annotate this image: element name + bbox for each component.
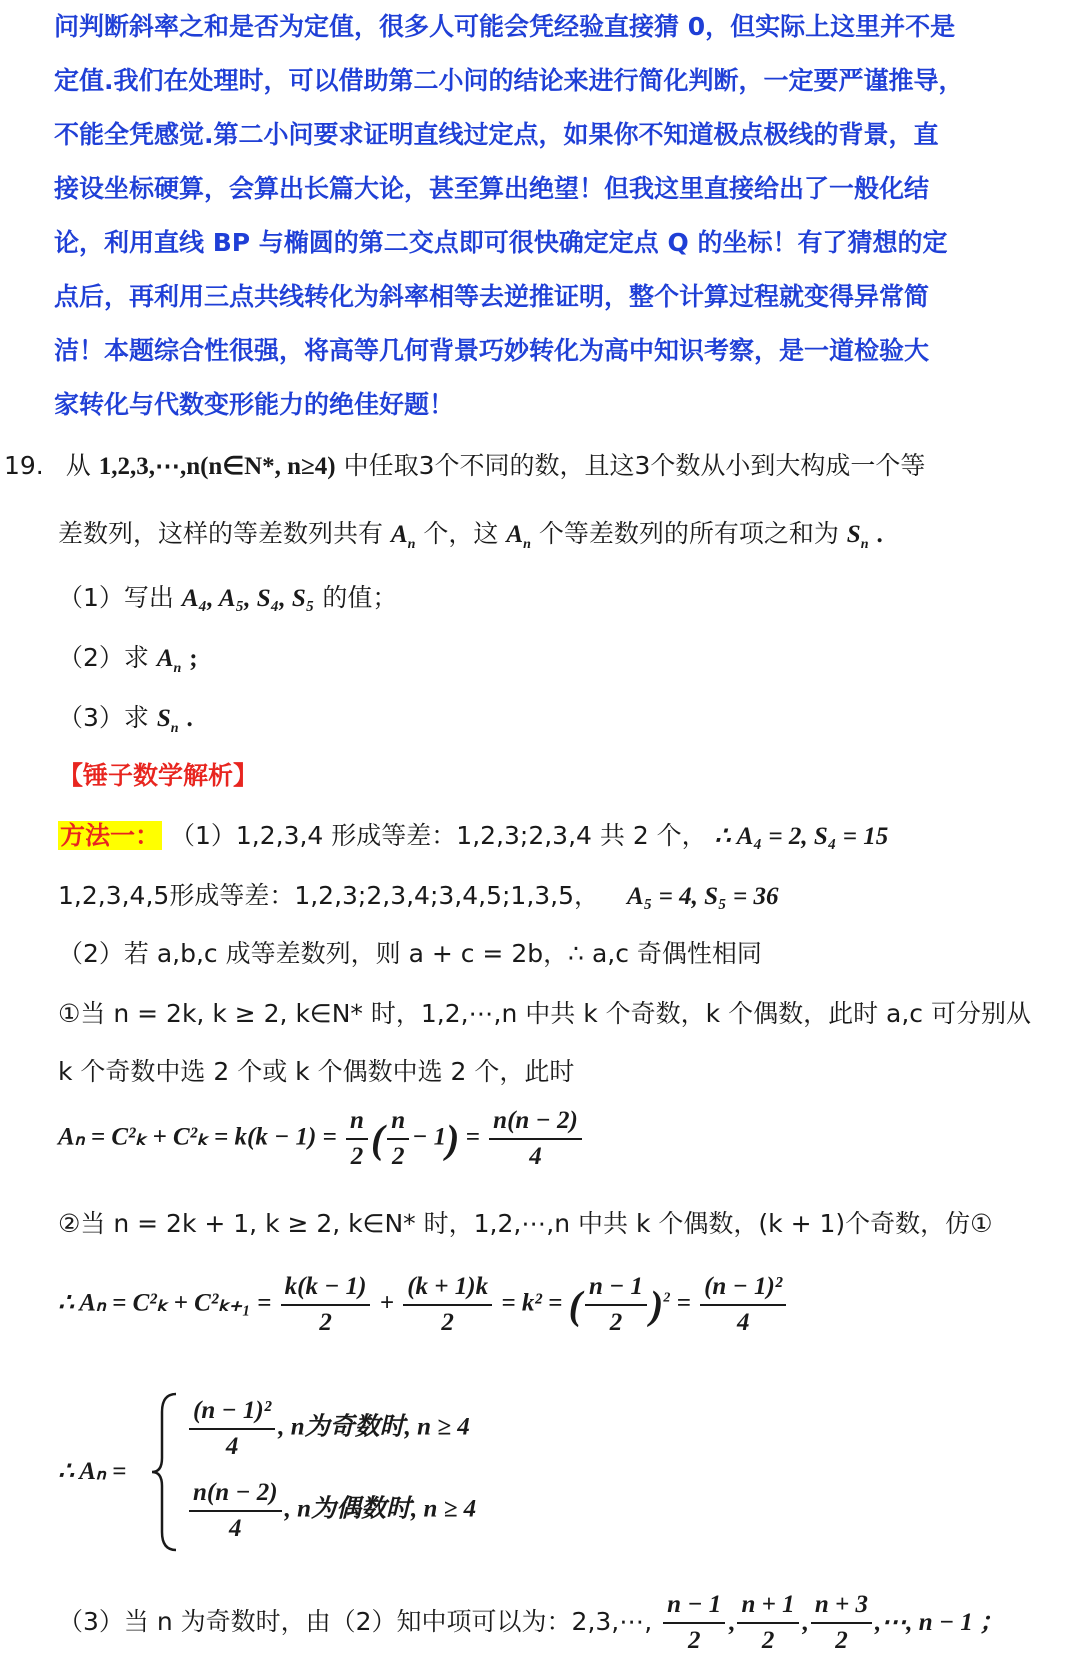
fraction: $\frac{n + 1}{2}$ xyxy=(737,1588,798,1658)
problem-set-math: 1,2,3,⋯,n(n∈N*, n≥4) xyxy=(98,453,336,480)
solution-header: 【锤子数学解析】 xyxy=(58,761,259,790)
fraction: $\frac{\text{(n − 1)²}}{4}$ xyxy=(189,1394,275,1464)
commentary-line: 家转化与代数变形能力的绝佳好题！ xyxy=(54,390,455,419)
fraction: $\frac{n}{2}$ xyxy=(346,1104,368,1174)
problem-number: 19. xyxy=(4,451,44,480)
solution-line-1: 方法一： （1）1,2,3,4 形成等差：1,2,3;2,3,4 共 2 个， ∴ A₄ = 2, S₄ = 15 xyxy=(60,821,889,850)
question-3: （3）求 $S_n$ . xyxy=(58,703,193,736)
commentary-line: 问判断斜率之和是否为定值，很多人可能会凭经验直接猜 0，但实际上这里并不是 xyxy=(54,12,956,41)
fraction: $\frac{k(k - 1)}{2}$ xyxy=(281,1270,371,1340)
piecewise-case-odd: $\frac{\text{(n − 1)²}}{4}$ , n为奇数时, n ≥ 4 xyxy=(186,1394,470,1464)
commentary-line: 点后，再利用三点共线转化为斜率相等去逆推证明，整个计算过程就变得异常简 xyxy=(54,282,930,311)
solution-line-5: k 个奇数中选 2 个或 k 个偶数中选 2 个，此时 xyxy=(58,1057,575,1086)
problem-line-1: 19. 从 1,2,3,⋯,n(n∈N*, n≥4) 中任取3个不同的数，且这3个数从小到大构成一个等 xyxy=(4,451,926,480)
solution-line-2: 1,2,3,4,5形成等差：1,2,3;2,3,4;3,4,5;1,3,5， A₅ = 4, S₅ = 36 xyxy=(58,881,779,910)
commentary-line: 论，利用直线 BP 与椭圆的第二交点即可很快确定定点 Q 的坐标！有了猜想的定 xyxy=(54,228,948,257)
problem-line-2: 差数列，这样的等差数列共有 $A_n$ 个，这 $A_n$ 个等差数列的所有项之和为 $S_n$ . xyxy=(58,519,883,552)
fraction: $\frac{(k + 1)k}{2}$ xyxy=(403,1270,492,1340)
solution-line-7: （3）当 n 为奇数时，由（2）知中项可以为：2,3,⋯, $\frac{n - 1}{2}$ , $\frac{n + 1}{2}$ , $\frac{n + 3}{2}$ ,⋯, n − 1 ； xyxy=(58,1588,1004,1658)
fraction: $\frac{n - 1}{2}$ xyxy=(663,1588,725,1658)
question-2: （2）求 $A_n$ ; xyxy=(58,643,198,676)
equation-odd-case: ∴ Aₙ = C²ₖ + C²ₖ₊₁ = $\frac{k(k - 1)}{2}$ + $\frac{(k + 1)k}{2}$ = k² = ( $\frac{n - 1}{2}$ )$^2$ = $\frac{\text{(n − 1)²}}{4}$ xyxy=(58,1270,789,1340)
fraction: $\frac{n}{2}$ xyxy=(387,1104,409,1174)
solution-line-4: ①当 n = 2k, k ≥ 2, k∈N* 时，1,2,⋯,n 中共 k 个奇数，k 个偶数，此时 a,c 可分别从 xyxy=(58,999,1031,1028)
curly-brace-icon xyxy=(150,1392,180,1552)
method-label: 方法一： xyxy=(60,821,161,850)
solution-line-3: （2）若 a,b,c 成等差数列，则 a + c = 2b，∴ a,c 奇偶性相同 xyxy=(58,939,762,968)
solution-line-6: ②当 n = 2k + 1, k ≥ 2, k∈N* 时，1,2,⋯,n 中共 k 个偶数，(k + 1)个奇数，仿① xyxy=(58,1209,993,1238)
fraction: $\frac{n(n - 2)}{4}$ xyxy=(189,1476,282,1546)
commentary-line: 不能全凭感觉.第二小问要求证明直线过定点，如果你不知道极点极线的背景，直 xyxy=(54,120,939,149)
question-1: （1）写出 A₄, A₅, S₄, S₅ 的值； xyxy=(58,583,398,612)
commentary-line: 接设坐标硬算，会算出长篇大论，甚至算出绝望！但我这里直接给出了一般化结 xyxy=(54,174,930,203)
equation-even-case: Aₙ = C²ₖ + C²ₖ = k(k − 1) = $\frac{n}{2}$ ( $\frac{n}{2}$ − 1) = $\frac{n(n - 2)}{4}$ xyxy=(58,1104,585,1174)
fraction: $\frac{n - 1}{2}$ xyxy=(585,1270,647,1340)
piecewise-case-even: $\frac{n(n - 2)}{4}$ , n为偶数时, n ≥ 4 xyxy=(186,1476,476,1546)
fraction: $\frac{\text{(n − 1)²}}{4}$ xyxy=(700,1270,786,1340)
commentary-line: 洁！本题综合性很强，将高等几何背景巧妙转化为高中知识考察，是一道检验大 xyxy=(54,336,930,365)
fraction: $\frac{n(n - 2)}{4}$ xyxy=(489,1104,582,1174)
commentary-line: 定值.我们在处理时，可以借助第二小问的结论来进行简化判断，一定要严谨推导， xyxy=(54,66,964,95)
commentary-paragraph xyxy=(54,0,1054,432)
piecewise-lhs: ∴ Aₙ = xyxy=(58,1458,127,1485)
fraction: $\frac{n + 3}{2}$ xyxy=(811,1588,872,1658)
